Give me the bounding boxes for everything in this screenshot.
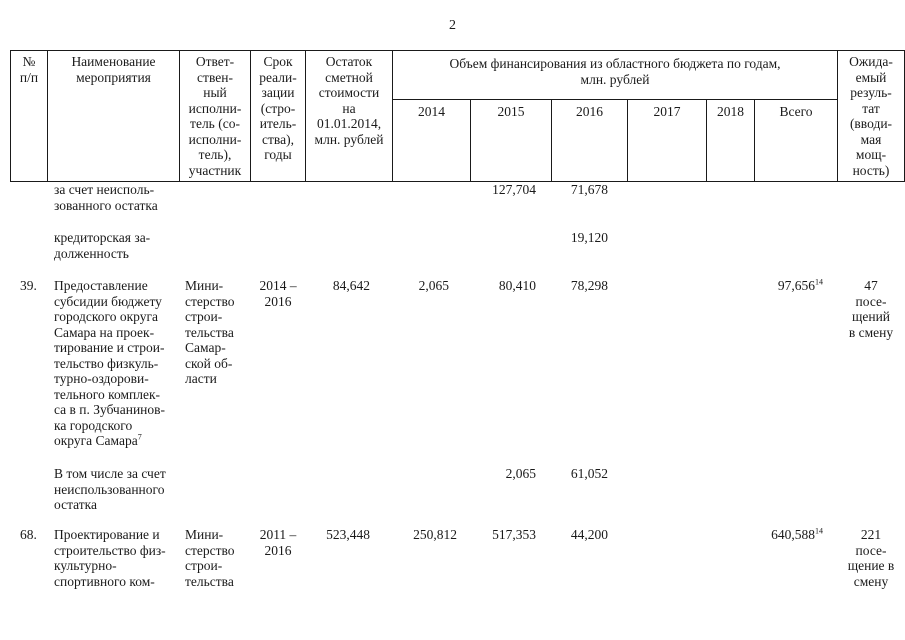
header-remainder: Остаток сметной стоимости на 01.01.2014, млн. рублей bbox=[314, 54, 384, 147]
row5-value-2016: 44,200 bbox=[570, 527, 608, 542]
row4-value-2015: 2,065 bbox=[505, 466, 536, 481]
row5-value-2015: 517,353 bbox=[492, 527, 536, 542]
row1-value-2015: 127,704 bbox=[492, 182, 536, 197]
row3-remainder: 84,642 bbox=[332, 278, 370, 293]
row3-total-footnote: 14 bbox=[815, 277, 823, 287]
funding-subheader-line bbox=[392, 99, 837, 100]
page-number: 2 bbox=[449, 18, 456, 33]
row3-value-2015: 80,410 bbox=[498, 278, 536, 293]
row3-total bbox=[755, 278, 823, 294]
header-term: Срок реали- зации (стро- итель- ства), годы bbox=[259, 54, 297, 162]
header-name: Наименование мероприятия bbox=[71, 54, 156, 85]
row3-name-text: Предоставление субсидии бюджету городского округа Самара на проек- тирование и строи- тельство физкуль- турно-оздорови- тельного комплек- са в п. Зубчанинов- ка городского округа Самара bbox=[54, 278, 166, 448]
row5-name: Проектирование и строительство физ- культурно- спортивного ком- bbox=[54, 527, 166, 589]
row3-name bbox=[54, 278, 179, 449]
row3-number: 39. bbox=[20, 278, 37, 293]
row5-total bbox=[755, 527, 823, 543]
row2-value-2016: 19,120 bbox=[570, 230, 608, 245]
row2-name: кредиторская за- долженность bbox=[54, 230, 151, 261]
row1-name: за счет неисполь- зованного остатка bbox=[54, 182, 158, 213]
header-year-2018: 2018 bbox=[717, 104, 744, 119]
row5-remainder: 523,448 bbox=[326, 527, 370, 542]
row3-term: 2014 – 2016 bbox=[259, 278, 297, 309]
header-year-2014: 2014 bbox=[418, 104, 445, 119]
row4-name: В том числе за счет неиспользованного остатка bbox=[54, 466, 166, 512]
row3-footnote-mark: 7 bbox=[137, 432, 142, 442]
header-total: Всего bbox=[779, 104, 813, 119]
row3-executor: Мини- стерство строи- тельства Самар- ской об- ласти bbox=[185, 278, 235, 386]
header-year-2017: 2017 bbox=[653, 104, 681, 119]
header-executor: Ответ- ствен- ный исполни- тель (со- исполни- тель), участник bbox=[188, 54, 242, 178]
row5-total-value: 640,588 bbox=[771, 527, 815, 542]
row3-result: 47 посе- щений в смену bbox=[848, 278, 894, 340]
header-funding: Объем финансирования из областного бюджета по годам, млн. рублей bbox=[449, 56, 781, 87]
header-result: Ожида- емый резуль- тат (вводи- мая мощ- ность) bbox=[849, 54, 893, 178]
row5-total-footnote: 14 bbox=[815, 526, 823, 536]
row5-number: 68. bbox=[20, 527, 37, 542]
header-year-2015: 2015 bbox=[497, 104, 525, 119]
row3-value-2016: 78,298 bbox=[570, 278, 608, 293]
row5-result: 221 посе- щение в смену bbox=[847, 527, 895, 589]
table-left-border bbox=[10, 50, 11, 182]
row5-term: 2011 – 2016 bbox=[259, 527, 297, 558]
row3-total-value: 97,656 bbox=[777, 278, 815, 293]
header-num: № п/п bbox=[19, 54, 39, 85]
row1-value-2016: 71,678 bbox=[570, 182, 608, 197]
row4-value-2016: 61,052 bbox=[570, 466, 608, 481]
header-year-2016: 2016 bbox=[576, 104, 603, 119]
row3-value-2014: 2,065 bbox=[418, 278, 449, 293]
table-top-border bbox=[10, 50, 905, 51]
row5-executor: Мини- стерство строи- тельства bbox=[185, 527, 235, 589]
row5-value-2014: 250,812 bbox=[413, 527, 457, 542]
